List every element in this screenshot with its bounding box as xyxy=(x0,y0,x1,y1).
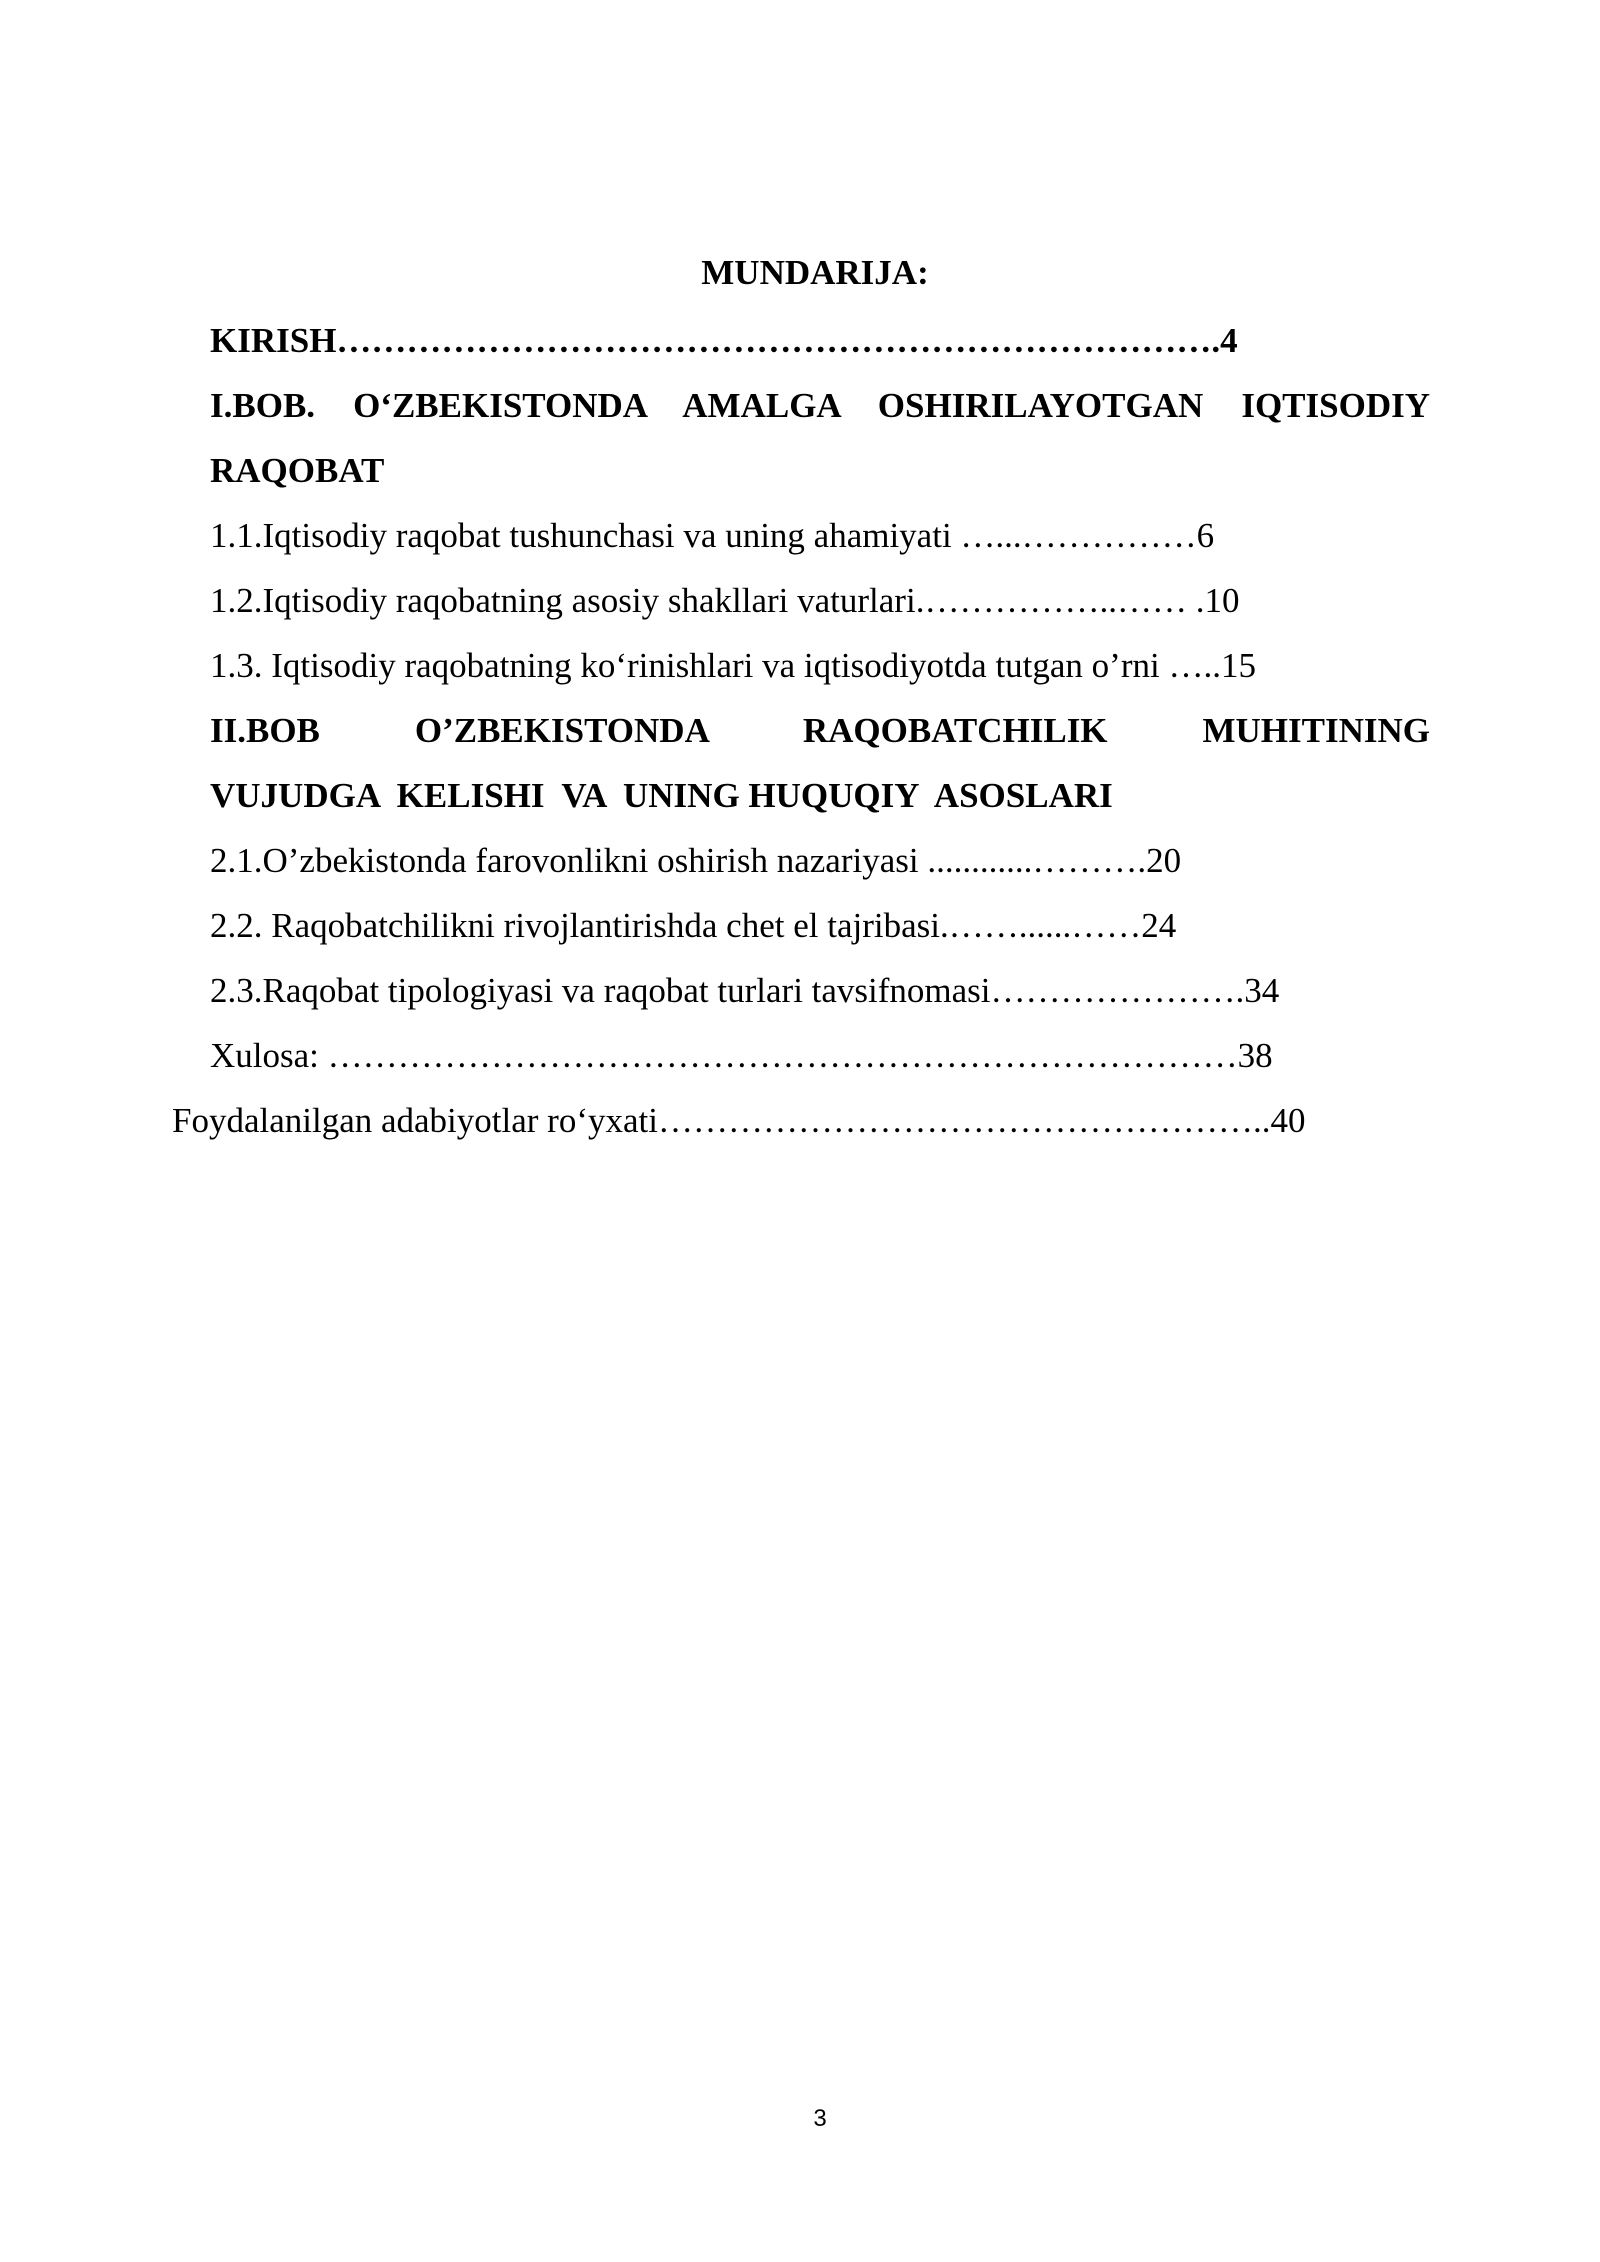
toc-entry-kirish: KIRISH………………………………………………………………….4 xyxy=(210,321,1238,360)
toc-entry-1-3: 1.3. Iqtisodiy raqobatning ko‘rinishlari va iqtisodiyotda tutgan o’rni …..15 xyxy=(210,646,1256,685)
toc-entry-1-2: 1.2.Iqtisodiy raqobatning asosiy shakllari vaturlari.……………..…… .10 xyxy=(210,581,1240,620)
page-number: 3 xyxy=(813,2105,827,2132)
toc-entry-xulosa: Xulosa: ……………………………………………………………………38 xyxy=(210,1036,1273,1075)
toc-chapter-1-heading-line-2: RAQOBAT xyxy=(210,451,385,490)
toc-entry-2-3: 2.3.Raqobat tipologiyasi va raqobat turlari tavsifnomasi………………….34 xyxy=(210,971,1280,1010)
toc-chapter-2-heading-line-1: II.BOB O’ZBEKISTONDA RAQOBATCHILIK MUHITINING xyxy=(210,711,1430,750)
toc-title: MUNDARIJA: xyxy=(701,253,929,292)
toc-entry-bibliography: Foydalanilgan adabiyotlar ro‘yxati……………………………………………..40 xyxy=(172,1101,1306,1140)
toc-chapter-1-heading-line-1: I.BOB. O‘ZBEKISTONDA AMALGA OSHIRILAYOTGAN IQTISODIY xyxy=(210,386,1430,425)
toc-chapter-2-heading-line-2: VUJUDGA KELISHI VA UNING HUQUQIY ASOSLARI xyxy=(210,776,1113,815)
toc-entry-2-2: 2.2. Raqobatchilikni rivojlantirishda chet el tajribasi.……......……24 xyxy=(210,906,1177,945)
toc-entry-2-1: 2.1.O’zbekistonda farovonlikni oshirish nazariyasi ............……….20 xyxy=(210,841,1182,880)
toc-entry-1-1: 1.1.Iqtisodiy raqobat tushunchasi va uning ahamiyati …...……………6 xyxy=(210,516,1215,555)
